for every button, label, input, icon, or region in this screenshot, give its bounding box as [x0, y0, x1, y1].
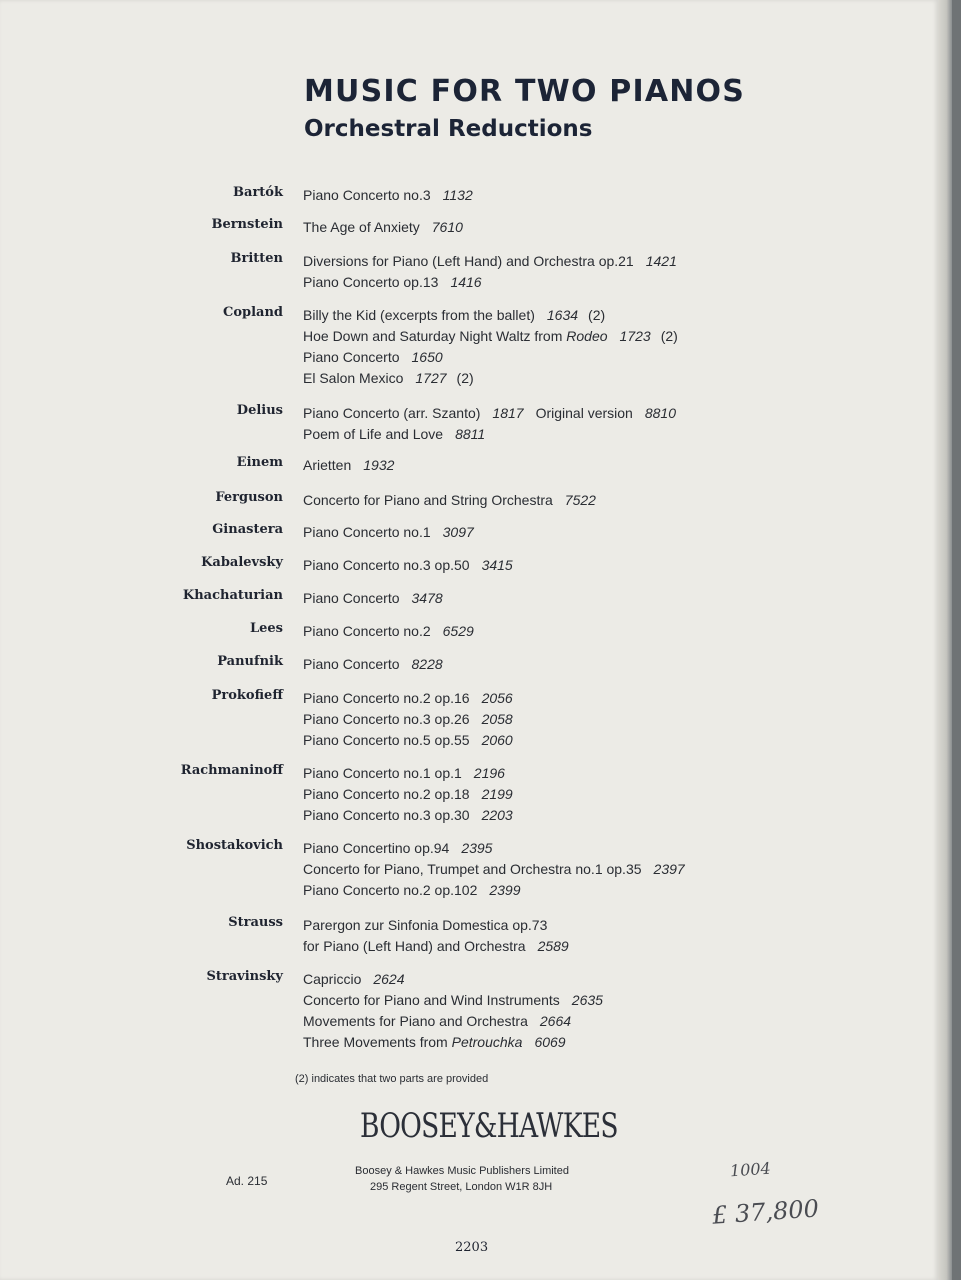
work-title: Piano Concerto no.2 op.18	[303, 786, 470, 802]
catalog-number: 2199	[481, 786, 513, 802]
work-list	[303, 305, 678, 389]
publisher-address: 295 Regent Street, London W1R 8JH	[370, 1181, 553, 1193]
page-subtitle: Orchestral Reductions	[304, 116, 593, 142]
work-line	[303, 805, 513, 826]
work-title: Arietten	[303, 457, 352, 473]
composer-name: Stravinsky	[206, 969, 283, 984]
catalog-reference: Ad. 215	[226, 1174, 268, 1188]
page-number: 2203	[455, 1240, 489, 1255]
work-list	[303, 217, 463, 238]
work-title: Piano Concerto no.2	[303, 623, 431, 639]
publisher-logo: BOOSEY&HAWKES	[360, 1106, 618, 1146]
catalog-number: 1416	[450, 274, 482, 290]
composer-name: Strauss	[228, 915, 283, 930]
catalog-number: 2399	[489, 882, 521, 898]
catalog-number: 2624	[373, 971, 405, 987]
catalog-number: 2203	[481, 807, 513, 823]
handwritten-note: 1004	[729, 1158, 772, 1181]
work-title: for Piano (Left Hand) and Orchestra	[303, 938, 526, 954]
catalog-number: 1421	[645, 253, 677, 269]
work-line	[303, 185, 473, 206]
work-title: Hoe Down and Saturday Night Waltz from	[303, 328, 563, 344]
handwritten-price: £ 37,800	[711, 1194, 820, 1230]
catalog-number: 3415	[481, 557, 513, 573]
catalog-number: 2058	[481, 711, 513, 727]
composer-name: Ginastera	[212, 522, 283, 537]
composer-name: Bernstein	[211, 217, 283, 232]
work-line	[303, 347, 678, 368]
work-title: Piano Concerto no.5 op.55	[303, 732, 470, 748]
composer-name: Lees	[249, 621, 283, 636]
work-line	[303, 936, 569, 957]
work-line	[303, 1011, 603, 1032]
work-line	[303, 368, 678, 389]
publisher-name: Boosey & Hawkes Music Publishers Limited	[355, 1165, 569, 1177]
work-title-italic: Rodeo	[566, 328, 608, 344]
composer-name: Copland	[222, 305, 283, 320]
work-line	[303, 424, 676, 445]
work-line	[303, 990, 603, 1011]
work-list	[303, 654, 443, 675]
catalog-number: 2060	[481, 732, 513, 748]
work-title: Piano Concertino op.94	[303, 840, 450, 856]
work-title-italic: Petrouchka	[451, 1034, 523, 1050]
work-title: Capriccio	[303, 971, 362, 987]
catalog-number: 1932	[363, 457, 395, 473]
work-list	[303, 490, 596, 511]
work-title: Poem of Life and Love	[303, 426, 444, 442]
catalog-number: 8228	[411, 656, 443, 672]
work-line	[303, 555, 513, 576]
work-title: Piano Concerto no.3 op.30	[303, 807, 470, 823]
work-list	[303, 763, 513, 826]
work-title: Billy the Kid (excerpts from the ballet)	[303, 307, 535, 323]
composer-name: Einem	[236, 455, 283, 470]
work-title: Piano Concerto (arr. Szanto)	[303, 405, 481, 421]
catalog-number: 8810	[644, 405, 676, 421]
work-line	[303, 403, 676, 424]
composer-name: Khachaturian	[182, 588, 283, 603]
composer-name: Rachmaninoff	[180, 763, 283, 778]
work-line	[303, 272, 677, 293]
catalog-number: 2196	[473, 765, 505, 781]
footnote: (2) indicates that two parts are provided	[295, 1073, 489, 1085]
work-title: Piano Concerto no.3	[303, 187, 431, 203]
work-title: Piano Concerto no.2 op.16	[303, 690, 470, 706]
work-line	[303, 709, 513, 730]
work-title: Piano Concerto no.3 op.50	[303, 557, 470, 573]
work-title: Diversions for Piano (Left Hand) and Orchestra op.21	[303, 253, 634, 269]
composer-name: Panufnik	[217, 654, 283, 669]
work-line	[303, 688, 513, 709]
catalog-number: 2635	[571, 992, 603, 1008]
catalog-number: 3478	[411, 590, 443, 606]
parts-indicator: (2)	[456, 370, 474, 386]
work-line	[303, 969, 603, 990]
catalog-number: 1727	[415, 370, 447, 386]
composer-name: Delius	[236, 403, 283, 418]
parts-indicator: (2)	[660, 328, 678, 344]
work-line	[303, 1032, 603, 1053]
work-line	[303, 522, 474, 543]
catalog-number: 1132	[442, 187, 473, 203]
work-title: Movements for Piano and Orchestra	[303, 1013, 528, 1029]
catalog-number: 3097	[442, 524, 474, 540]
work-line	[303, 455, 394, 476]
work-title: Concerto for Piano, Trumpet and Orchestra no.1 op.35	[303, 861, 642, 877]
work-title: Piano Concerto no.1 op.1	[303, 765, 462, 781]
work-title: El Salon Mexico	[303, 370, 404, 386]
work-list	[303, 522, 474, 543]
work-line	[303, 838, 685, 859]
catalog-number: 2395	[461, 840, 493, 856]
work-title: Piano Concerto	[303, 590, 400, 606]
composer-name: Shostakovich	[186, 838, 283, 853]
work-list	[303, 588, 443, 609]
work-line	[303, 859, 685, 880]
work-list	[303, 688, 513, 751]
work-line	[303, 326, 678, 347]
work-title: Piano Concerto no.2 op.102	[303, 882, 478, 898]
work-title: Three Movements from	[303, 1034, 448, 1050]
work-line	[303, 784, 513, 805]
work-title: The Age of Anxiety	[303, 219, 420, 235]
work-list	[303, 185, 473, 206]
work-line	[303, 915, 569, 936]
work-list	[303, 455, 394, 476]
composer-name: Kabalevsky	[201, 555, 283, 570]
work-title: Piano Concerto	[303, 656, 400, 672]
work-list	[303, 969, 603, 1053]
catalog-number: 7610	[431, 219, 463, 235]
work-line	[303, 305, 678, 326]
work-line	[303, 880, 685, 901]
catalog-number: 6529	[442, 623, 474, 639]
catalog-number: 2397	[653, 861, 685, 877]
work-list	[303, 838, 685, 901]
work-line	[303, 763, 513, 784]
work-title: Piano Concerto no.1	[303, 524, 431, 540]
parts-indicator: (2)	[588, 307, 606, 323]
catalog-number: 2589	[537, 938, 569, 954]
catalog-number: 1817	[492, 405, 524, 421]
work-list	[303, 621, 474, 642]
composer-name: Bartók	[233, 185, 283, 200]
work-line	[303, 490, 596, 511]
catalog-number: 2056	[481, 690, 513, 706]
work-line	[303, 730, 513, 751]
composer-name: Prokofieff	[211, 688, 283, 703]
work-extra-text: Original version	[535, 405, 633, 421]
work-title: Piano Concerto	[303, 349, 400, 365]
catalog-number: 6069	[534, 1034, 566, 1050]
work-list	[303, 403, 676, 445]
work-line	[303, 217, 463, 238]
catalog-number: 2664	[539, 1013, 572, 1029]
work-title: Concerto for Piano and String Orchestra	[303, 492, 553, 508]
page-title: MUSIC FOR TWO PIANOS	[304, 74, 746, 109]
page-edge	[938, 0, 952, 1280]
catalog-number: 1723	[619, 328, 651, 344]
work-line	[303, 621, 474, 642]
catalog-number: 1634	[546, 307, 579, 323]
work-line	[303, 654, 443, 675]
composer-name: Britten	[230, 251, 283, 266]
work-title: Parergon zur Sinfonia Domestica op.73	[303, 917, 548, 933]
composer-name: Ferguson	[215, 490, 283, 505]
work-line	[303, 588, 443, 609]
work-line	[303, 251, 677, 272]
catalog-number: 7522	[564, 492, 596, 508]
catalog-number: 8811	[455, 426, 486, 442]
work-title: Piano Concerto no.3 op.26	[303, 711, 470, 727]
work-list	[303, 251, 677, 293]
work-title: Piano Concerto op.13	[303, 274, 439, 290]
work-list	[303, 915, 569, 957]
work-title: Concerto for Piano and Wind Instruments	[303, 992, 560, 1008]
catalog-number: 1650	[411, 349, 443, 365]
work-list	[303, 555, 513, 576]
